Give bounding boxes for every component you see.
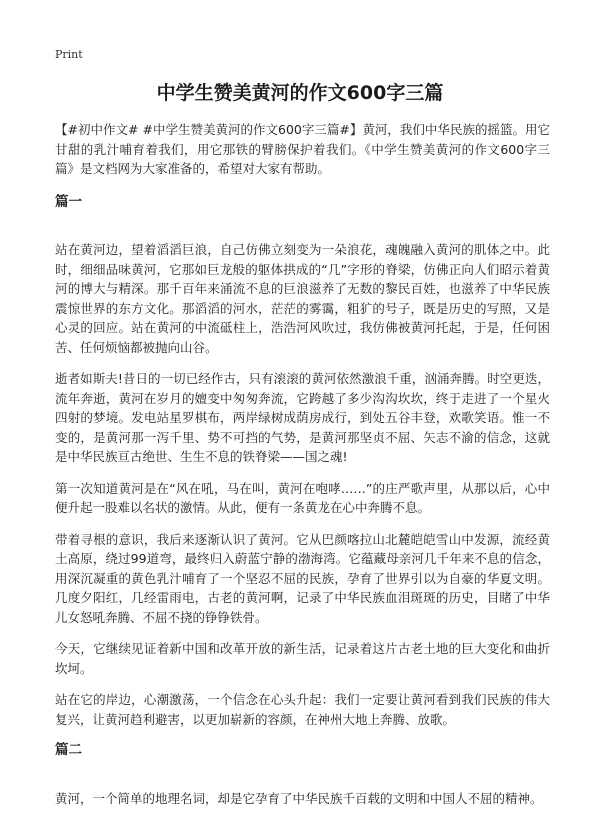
paragraph: 第一次知道黄河是在“风在吼，马在叫，黄河在咆哮……”的庄严歌声里，从那以后，心中便升起一股难以名状的激情。从此，便有一条黄龙在心中奔腾不息。 — [55, 480, 550, 515]
paragraph: 站在它的岸边，心潮激荡，一个信念在心头升起：我们一定要让黄河看到我们民族的伟大复兴，让黄河趋利避害，以更加崭新的容颜，在神州大地上奔腾、放歌。 — [55, 692, 550, 727]
section-heading-1: 篇一 — [55, 193, 82, 210]
article-body — [55, 120, 550, 820]
paragraph: 站在黄河边，望着滔滔巨浪，自己仿佛立刻变为一朵浪花，魂魄融入黄河的肌体之中。此时，细细品味黄河，它那如巨龙般的躯体拱成的“几”字形的脊梁，仿佛正向人们昭示着黄河的博大与精深。那千百年来涌流不息的巨浪滋养了无数的黎民百姓，也滋养了中华民族震惊世界的东方文化。那滔滔的河水，茫茫的雾霭，粗犷的号子，既是历史的写照，又是心灵的回应。站在黄河的中流砥柱上，浩浩河风吹过，我仿佛被黄河托起，于是，任何困苦、任何烦恼都被抛向山谷。 — [55, 242, 550, 355]
print-link[interactable]: Print — [55, 48, 83, 61]
paragraph: 逝者如斯夫!昔日的一切已经作古，只有滚滚的黄河依然激浪千重，汹涌奔腾。时空更迭，流年奔逝，黄河在岁月的嬗变中匆匆奔流，它跨越了多少沟沟坎坎，终于走进了一个星火四射的梦境。发电站星罗棋布，两岸绿树成荫房成行，到处五谷丰登，欢歌笑语。惟一不变的，是黄河那一泻千里、势不可挡的气势，是黄河那坚贞不屈、矢志不渝的信念，这就是中华民族亘古绝世、生生不息的铁脊梁——国之魂! — [55, 371, 550, 464]
section-heading-2: 篇二 — [55, 742, 82, 758]
paragraph: 带着寻根的意识，我后来逐渐认识了黄河。它从巴颜喀拉山北麓皑皑雪山中发源，流经黄土高原，绕过99道弯，最终归入蔚蓝宁静的渤海湾。它蕴藏母亲河几千年来不息的信念，用深沉凝重的黄色乳汁哺育了一个坚忍不屈的民族，孕育了世界引以为自豪的华夏文明。几度夕阳红，几经雷雨电，古老的黄河啊，记录了中华民族血泪斑斑的历史，目睹了中华儿女怒吼奔腾、不屈不挠的铮铮铁骨。 — [55, 531, 550, 625]
paragraph: 黄河，一个简单的地理名词，却是它孕育了中华民族千百载的文明和中国人不屈的精神。 — [55, 790, 543, 806]
page-title: 中学生赞美黄河的作文600字三篇 — [156, 82, 444, 104]
paragraph: 今天，它继续见证着新中国和改革开放的新生活，记录着这片古老土地的巨大变化和曲折坎坷。 — [55, 641, 550, 676]
intro-paragraph: 【#初中作文# #中学生赞美黄河的作文600字三篇#】黄河，我们中华民族的摇篮。用它甘甜的乳汁哺育着我们，用它那铁的臂膀保护着我们。《中学生赞美黄河的作文600字三篇》是文档网为大家准备的，希望对大家有帮助。 — [55, 122, 550, 176]
